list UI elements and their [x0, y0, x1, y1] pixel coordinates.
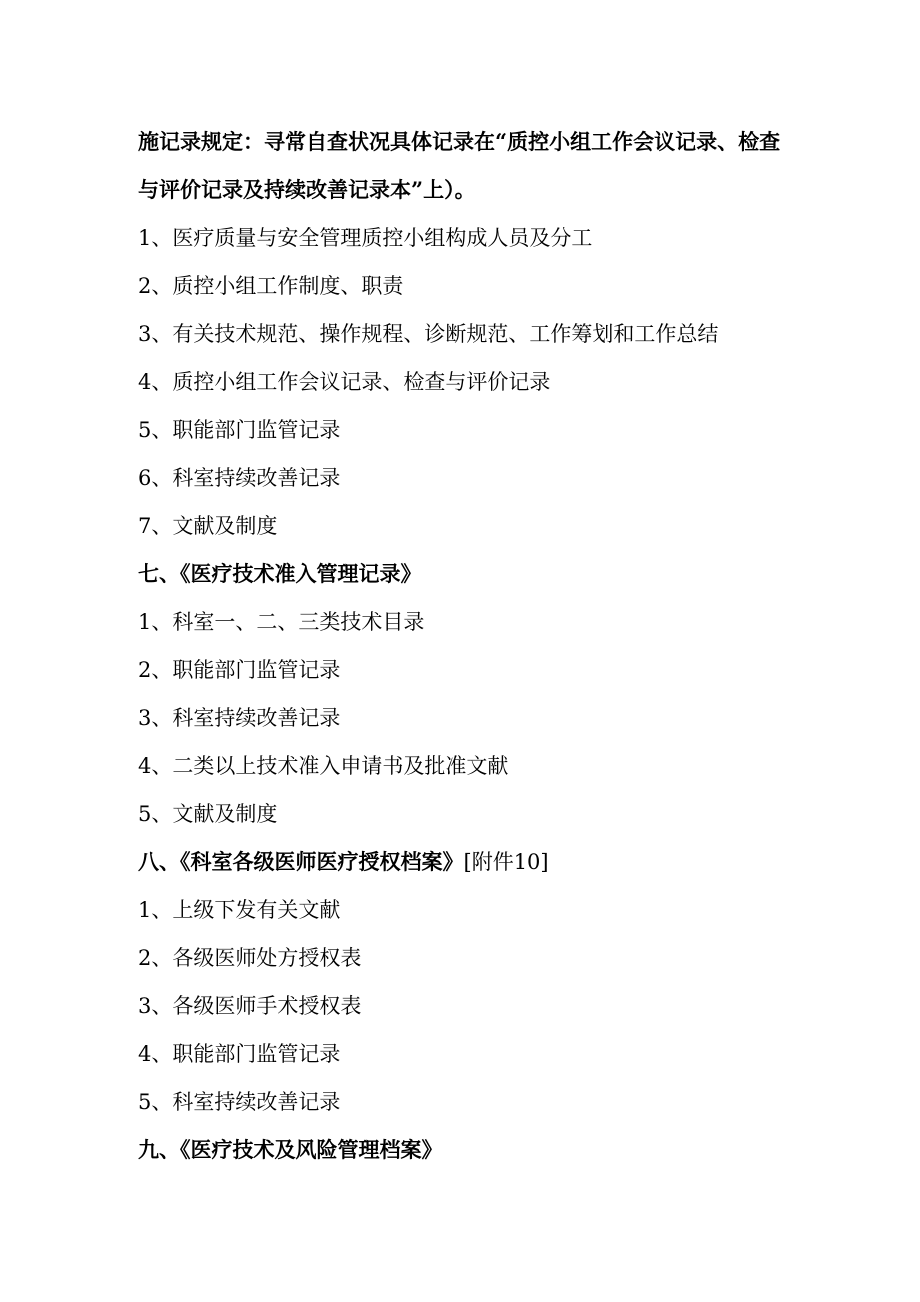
list-item: 4、质控小组工作会议记录、检查与评价记录: [138, 370, 551, 394]
document-body: [138, 118, 788, 1174]
list-item: 5、职能部门监管记录: [138, 418, 341, 442]
list-item: 2、各级医师处方授权表: [138, 946, 362, 970]
list-item: 3、有关技术规范、操作规程、诊断规范、工作筹划和工作总结: [138, 322, 719, 346]
list-item: 1、上级下发有关文献: [138, 898, 341, 922]
list-item: 2、职能部门监管记录: [138, 658, 341, 682]
section-heading-row: [138, 838, 788, 886]
section-heading: 七、《医疗技术准入管理记录》: [138, 561, 422, 586]
list-item: 1、科室一、二、三类技术目录: [138, 610, 425, 634]
section-list-1: [138, 214, 788, 550]
list-item: 5、文献及制度: [138, 802, 278, 826]
list-item: 7、文献及制度: [138, 514, 278, 538]
list-item: 3、科室持续改善记录: [138, 706, 341, 730]
section-8: [138, 838, 788, 1126]
section-9: [138, 1126, 788, 1174]
list-item: 4、二类以上技术准入申请书及批准文献: [138, 754, 509, 778]
list-item: 1、医疗质量与安全管理质控小组构成人员及分工: [138, 226, 593, 250]
list-item: 4、职能部门监管记录: [138, 1042, 341, 1066]
list-item: 3、各级医师手术授权表: [138, 994, 362, 1018]
list-item: 5、科室持续改善记录: [138, 1090, 341, 1114]
section-heading: 九、《医疗技术及风险管理档案》: [138, 1137, 443, 1162]
list-item: 2、质控小组工作制度、职责: [138, 274, 404, 298]
attachment-reference: [附件10]: [463, 850, 549, 874]
intro-paragraph: 施记录规定：寻常自查状况具体记录在“质控小组工作会议记录、检查与评价记录及持续改善记录本”上）。: [138, 129, 781, 202]
section-7: [138, 550, 788, 838]
list-item: 6、科室持续改善记录: [138, 466, 341, 490]
section-heading: 八、《科室各级医师医疗授权档案》: [138, 849, 464, 874]
